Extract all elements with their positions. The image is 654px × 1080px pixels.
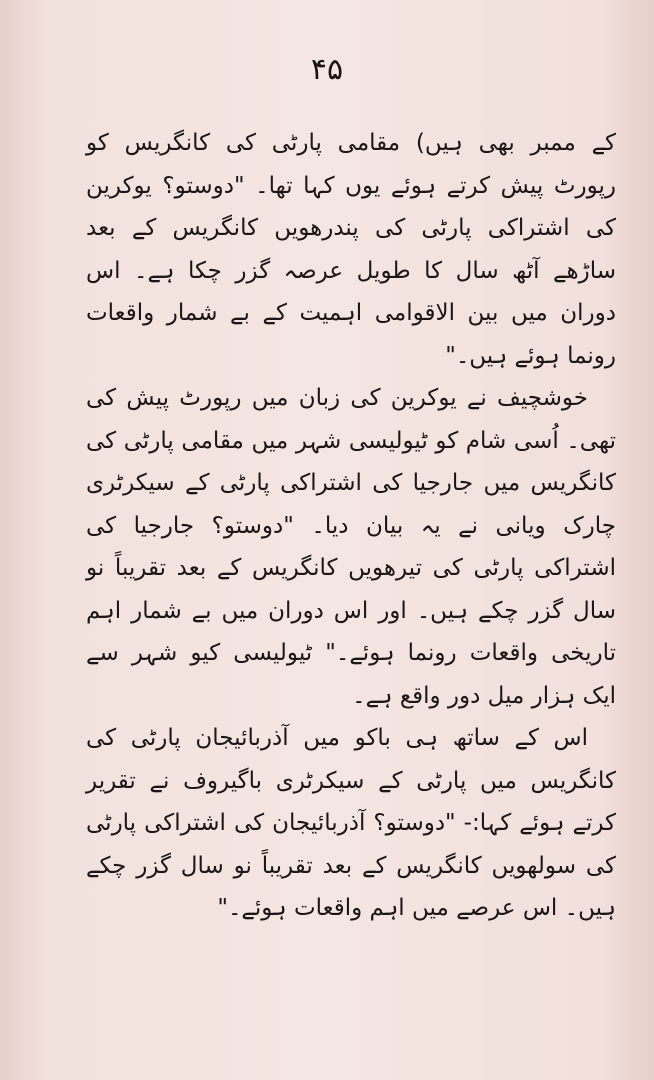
paragraph-1: کے ممبر بھی ہیں) مقامی پارٹی کی کانگریس کو رپورٹ پیش کرتے ہوئے یوں کہا تھا۔ "دوستو؟ یوکرین کی اشتراکی پارٹی کی پندرھویں کانگریس کے بعد ساڑھے آٹھ سال کا طویل عرصہ گزر چکا ہے۔ اس دوران میں بین الاقوامی اہمیت کے بے شمار واقعات رونما ہوئے ہیں۔" (86, 130, 616, 369)
paragraph-2: خوشچیف نے یوکرین کی زبان میں رپورٹ پیش کی تھی۔ اُسی شام کو ٹیولیسی شہر میں مقامی پارٹی کی کانگریس میں جارجیا کی اشتراکی پارٹی کے سیکرٹری چارک ویانی نے یہ بیان دیا۔ "دوستو؟ جارجیا کی اشتراکی پارٹی کی تیرھویں کانگریس کے بعد تقریباً نو سال گزر چکے ہیں۔ اور اس دوران میں بے شمار اہم تاریخی واقعات رونما ہوئے۔" ٹیولیسی کیو شہر سے ایک ہزار میل دور واقع ہے۔ (86, 385, 616, 709)
page-number: ۴۵ (310, 52, 344, 87)
paragraph-3: اس کے ساتھ ہی باکو میں آذربائیجان پارٹی کی کانگریس میں پارٹی کے سیکرٹری باگیروف نے تقریر کرتے ہوئے کہا:- "دوستو؟ آذربائیجان کی اشتراکی پارٹی کی سولھویں کانگریس کے بعد تقریباً نو سال گزر چکے ہیں۔ اس عرصے میں اہم واقعات ہوئے۔" (86, 725, 616, 921)
page-body-text (86, 122, 616, 930)
